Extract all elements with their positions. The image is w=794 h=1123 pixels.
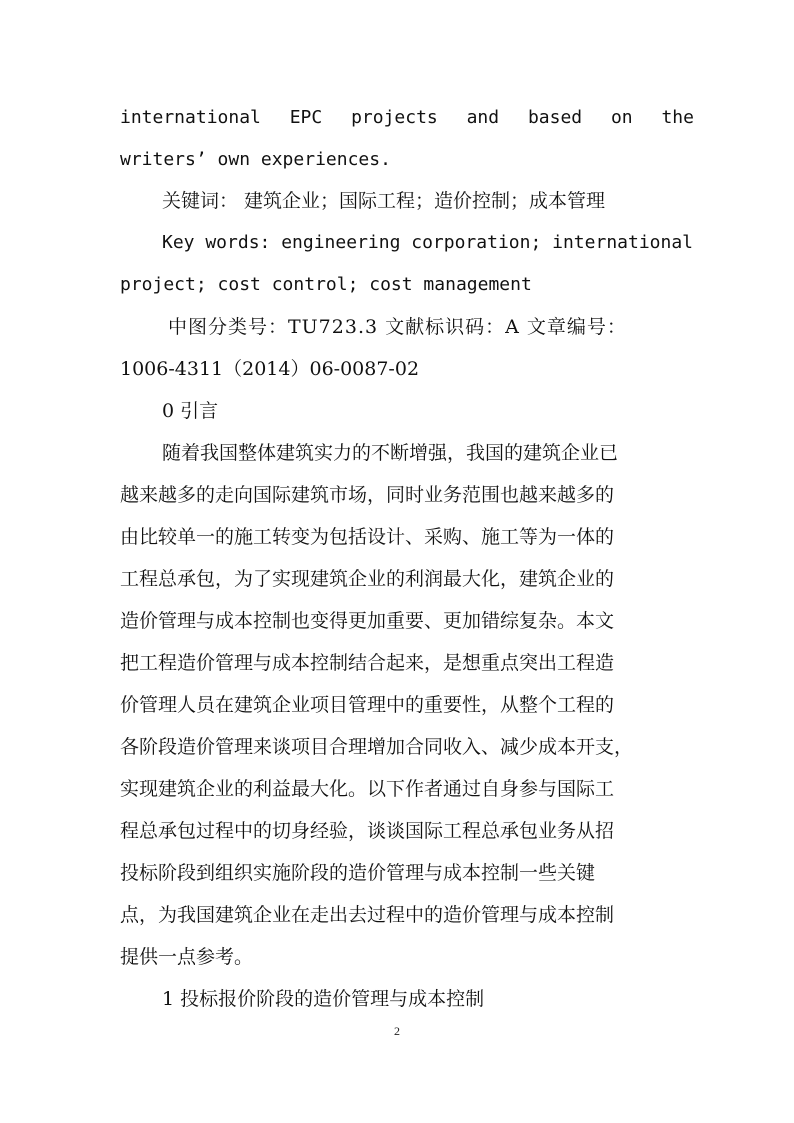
body-line: 工程总承包，为了实现建筑企业的利润最大化，建筑企业的 bbox=[120, 568, 615, 590]
abstract-word: on bbox=[610, 107, 633, 128]
body-line: 价管理人员在建筑企业项目管理中的重要性，从整个工程的 bbox=[120, 694, 615, 716]
section-0-heading: 0 引言 bbox=[162, 400, 219, 422]
abstract-word: and bbox=[466, 107, 500, 128]
keywords-en-line-2: project; cost control; cost management bbox=[120, 274, 532, 295]
body-line: 造价管理与成本控制也变得更加重要、更加错综复杂。本文 bbox=[120, 610, 615, 632]
page-number: 2 bbox=[394, 1024, 400, 1038]
body-line: 点，为我国建筑企业在走出去过程中的造价管理与成本控制 bbox=[120, 904, 615, 926]
body-line: 把工程造价管理与成本控制结合起来，是想重点突出工程造 bbox=[120, 652, 615, 674]
abstract-en-line-2: writers’ own experiences. bbox=[120, 149, 391, 170]
body-line: 提供一点参考。 bbox=[120, 946, 254, 968]
abstract-word: projects bbox=[351, 107, 438, 128]
keywords-en-line-1: Key words: engineering corporation; international bbox=[162, 232, 694, 253]
body-line: 由比较单一的施工转变为包括设计、采购、施工等为一体的 bbox=[120, 526, 615, 548]
abstract-word: EPC bbox=[289, 107, 323, 128]
section-1-heading: 1 投标报价阶段的造价管理与成本控制 bbox=[162, 988, 485, 1010]
abstract-en-line-1 bbox=[120, 106, 694, 130]
abstract-word: the bbox=[661, 107, 694, 128]
abstract-word: based bbox=[527, 107, 583, 128]
body-line: 投标阶段到组织实施阶段的造价管理与成本控制一些关键 bbox=[120, 862, 596, 884]
body-line: 越来越多的走向国际建筑市场，同时业务范围也越来越多的 bbox=[120, 484, 615, 506]
abstract-word: international bbox=[120, 107, 261, 128]
classification-line-2: 1006-4311（2014）06-0087-02 bbox=[120, 358, 420, 380]
body-line: 随着我国整体建筑实力的不断增强，我国的建筑企业已 bbox=[162, 442, 619, 464]
classification-line-1: 中图分类号：TU723.3 文献标识码：A 文章编号： bbox=[168, 316, 627, 338]
body-line: 实现建筑企业的利益最大化。以下作者通过自身参与国际工 bbox=[120, 778, 615, 800]
keywords-cn: 关键词： 建筑企业；国际工程；造价控制；成本管理 bbox=[162, 190, 606, 212]
body-line: 程总承包过程中的切身经验，谈谈国际工程总承包业务从招 bbox=[120, 820, 615, 842]
body-line: 各阶段造价管理来谈项目合理增加合同收入、减少成本开支， bbox=[120, 736, 634, 758]
